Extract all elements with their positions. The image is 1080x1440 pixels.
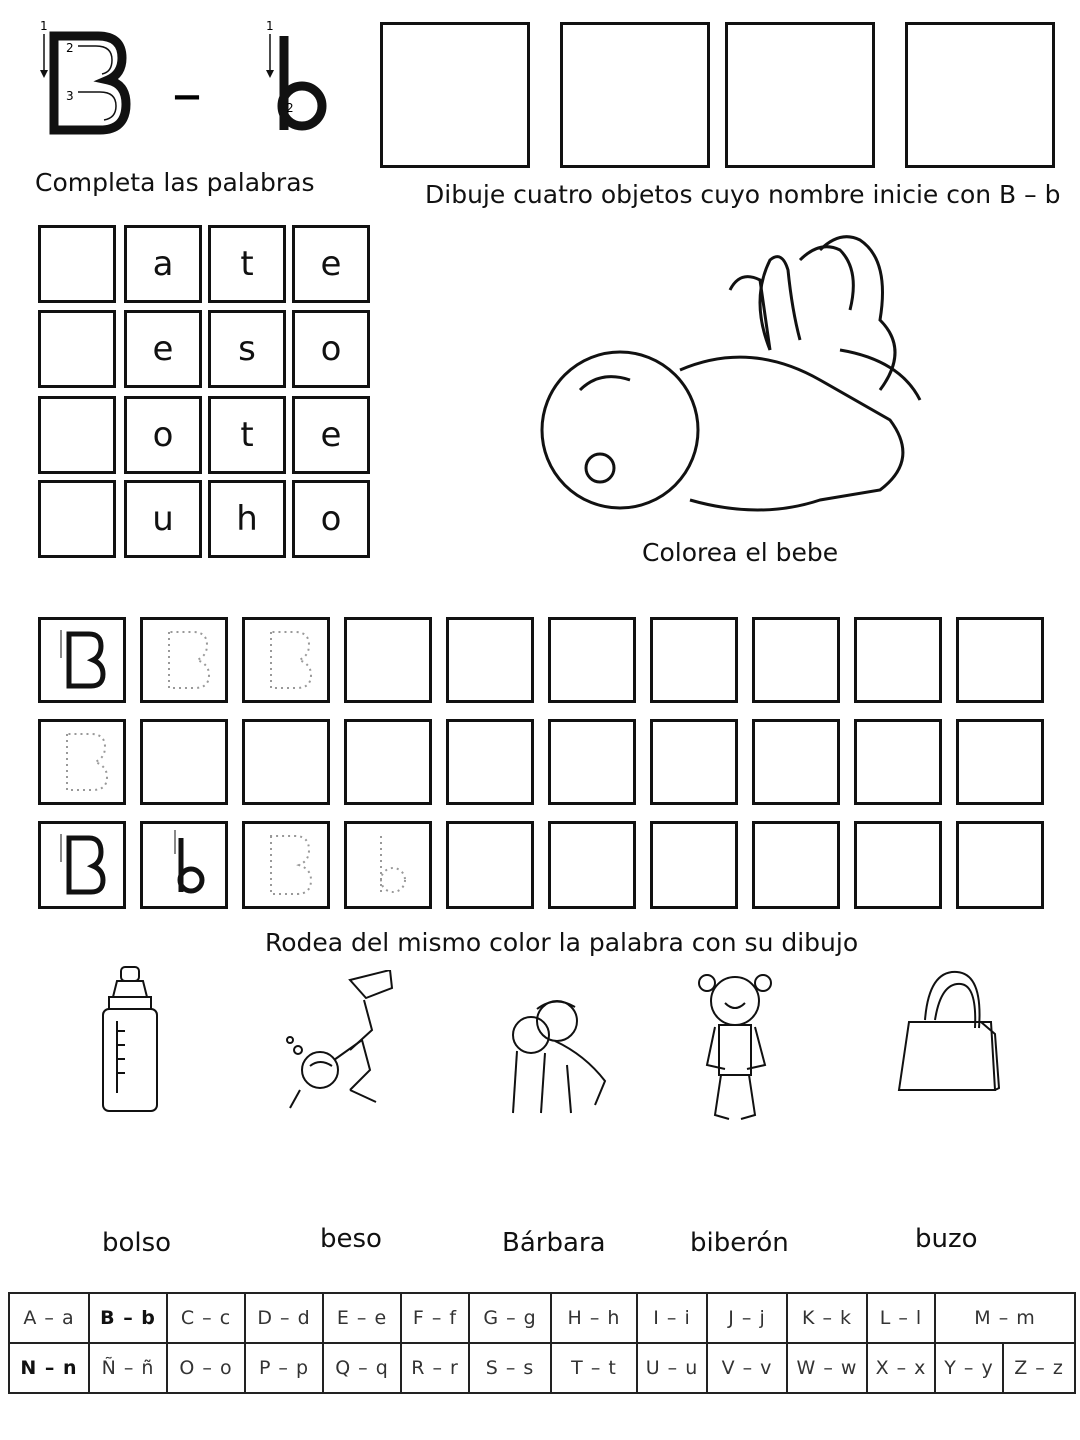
diver-icon	[280, 970, 410, 1120]
tracing-cell[interactable]	[38, 821, 126, 909]
alphabet-row-2	[9, 1343, 1075, 1393]
letter-cell: e	[292, 396, 370, 474]
letter-b-stroke-guide-icon	[30, 18, 340, 138]
drawing-box-1[interactable]	[380, 22, 530, 168]
alphabet-cell: C – c	[167, 1293, 245, 1343]
letter-cell: e	[292, 225, 370, 303]
tracing-cell[interactable]	[242, 617, 330, 703]
alphabet-cell: N – n	[9, 1343, 89, 1393]
alphabet-cell: J – j	[707, 1293, 787, 1343]
tracing-cell[interactable]	[650, 617, 738, 703]
blank-cell[interactable]	[38, 480, 116, 558]
letter-cell: u	[124, 480, 202, 558]
letter-cell: o	[292, 480, 370, 558]
alphabet-cell: U – u	[637, 1343, 707, 1393]
matching-image-bag[interactable]	[895, 970, 1005, 1100]
tracing-cell[interactable]	[548, 617, 636, 703]
tracing-cell[interactable]	[854, 617, 942, 703]
alphabet-cell: E – e	[323, 1293, 401, 1343]
matching-image-girl[interactable]	[685, 965, 785, 1125]
word-bolso[interactable]: bolso	[102, 1228, 172, 1258]
tracing-cell[interactable]	[344, 821, 432, 909]
letter-cell: e	[124, 310, 202, 388]
tracing-cell[interactable]	[956, 821, 1044, 909]
alphabet-cell: O – o	[167, 1343, 245, 1393]
letter-cell: o	[292, 310, 370, 388]
svg-text:2: 2	[66, 41, 74, 55]
alphabet-cell: R – r	[401, 1343, 469, 1393]
circle-match-label: Rodea del mismo color la palabra con su dibujo	[265, 928, 859, 957]
baby-icon	[520, 230, 940, 530]
tracing-cell[interactable]	[650, 719, 738, 805]
letter-header	[30, 18, 340, 138]
alphabet-cell: H – h	[551, 1293, 637, 1343]
kiss-icon	[495, 995, 615, 1115]
alphabet-cell: X – x	[867, 1343, 935, 1393]
matching-image-bottle[interactable]	[95, 965, 165, 1115]
word-beso[interactable]: beso	[320, 1224, 382, 1254]
alphabet-cell: Y – y	[935, 1343, 1003, 1393]
blank-cell[interactable]	[38, 310, 116, 388]
dotted-b-icon	[245, 620, 327, 700]
drawing-box-2[interactable]	[560, 22, 710, 168]
alphabet-row-1	[9, 1293, 1075, 1343]
dotted-b-icon	[245, 824, 327, 906]
letter-cell: h	[208, 480, 286, 558]
alphabet-cell: A – a	[9, 1293, 89, 1343]
letter-cell: t	[208, 225, 286, 303]
alphabet-cell-current: B – b	[89, 1293, 167, 1343]
alphabet-cell: Z – z	[1003, 1343, 1075, 1393]
bottle-icon	[95, 965, 165, 1115]
tracing-cell[interactable]	[344, 719, 432, 805]
word-biberon[interactable]: biberón	[690, 1228, 789, 1258]
alphabet-cell: S – s	[469, 1343, 551, 1393]
tracing-cell[interactable]	[752, 617, 840, 703]
tracing-cell[interactable]	[956, 719, 1044, 805]
drawing-box-3[interactable]	[725, 22, 875, 168]
svg-text:1: 1	[266, 19, 274, 33]
dotted-b-icon	[143, 620, 225, 700]
tracing-cell[interactable]	[140, 719, 228, 805]
letter-b-guide-icon	[41, 824, 123, 906]
letter-cell: o	[124, 396, 202, 474]
alphabet-cell: M – m	[935, 1293, 1075, 1343]
alphabet-cell: P – p	[245, 1343, 323, 1393]
svg-text:–: –	[172, 59, 202, 129]
tracing-cell[interactable]	[446, 617, 534, 703]
baby-illustration[interactable]	[520, 230, 940, 530]
matching-image-kiss[interactable]	[495, 995, 615, 1115]
bag-icon	[895, 970, 1005, 1100]
tracing-cell[interactable]	[140, 617, 228, 703]
alphabet-cell: K – k	[787, 1293, 867, 1343]
svg-text:1: 1	[40, 19, 48, 33]
tracing-cell[interactable]	[548, 821, 636, 909]
letter-small-b-guide-icon	[143, 824, 225, 906]
draw-objects-label: Dibuje cuatro objetos cuyo nombre inicie con B – b	[425, 180, 1061, 209]
tracing-cell[interactable]	[140, 821, 228, 909]
tracing-cell[interactable]	[752, 821, 840, 909]
tracing-cell[interactable]	[548, 719, 636, 805]
girl-icon	[685, 965, 785, 1125]
tracing-cell[interactable]	[242, 719, 330, 805]
alphabet-cell: D – d	[245, 1293, 323, 1343]
blank-cell[interactable]	[38, 225, 116, 303]
tracing-cell[interactable]	[956, 617, 1044, 703]
dotted-b-icon	[41, 722, 123, 802]
tracing-cell[interactable]	[38, 719, 126, 805]
letter-cell: a	[124, 225, 202, 303]
svg-text:3: 3	[66, 89, 74, 103]
color-baby-label: Colorea el bebe	[642, 538, 839, 567]
alphabet-cell: T – t	[551, 1343, 637, 1393]
alphabet-cell: F – f	[401, 1293, 469, 1343]
alphabet-cell: V – v	[707, 1343, 787, 1393]
alphabet-cell: Q – q	[323, 1343, 401, 1393]
letter-cell: t	[208, 396, 286, 474]
svg-text:2: 2	[286, 101, 294, 115]
tracing-cell[interactable]	[854, 821, 942, 909]
matching-image-diver[interactable]	[280, 970, 410, 1120]
tracing-cell[interactable]	[854, 719, 942, 805]
letter-cell: s	[208, 310, 286, 388]
alphabet-cell: I – i	[637, 1293, 707, 1343]
tracing-cell[interactable]	[752, 719, 840, 805]
tracing-cell[interactable]	[38, 617, 126, 703]
tracing-cell[interactable]	[446, 719, 534, 805]
alphabet-cell: G – g	[469, 1293, 551, 1343]
alphabet-cell: L – l	[867, 1293, 935, 1343]
word-buzo[interactable]: buzo	[915, 1224, 978, 1254]
alphabet-cell: W – w	[787, 1343, 867, 1393]
word-barbara[interactable]: Bárbara	[502, 1228, 606, 1258]
alphabet-table	[8, 1292, 1076, 1394]
drawing-box-4[interactable]	[905, 22, 1055, 168]
blank-cell[interactable]	[38, 396, 116, 474]
tracing-cell[interactable]	[446, 821, 534, 909]
tracing-cell[interactable]	[344, 617, 432, 703]
letter-b-guide-icon	[41, 620, 123, 700]
dotted-small-b-icon	[347, 824, 429, 906]
tracing-cell[interactable]	[242, 821, 330, 909]
alphabet-cell: Ñ – ñ	[89, 1343, 167, 1393]
complete-words-label: Completa las palabras	[35, 168, 315, 197]
tracing-cell[interactable]	[650, 821, 738, 909]
